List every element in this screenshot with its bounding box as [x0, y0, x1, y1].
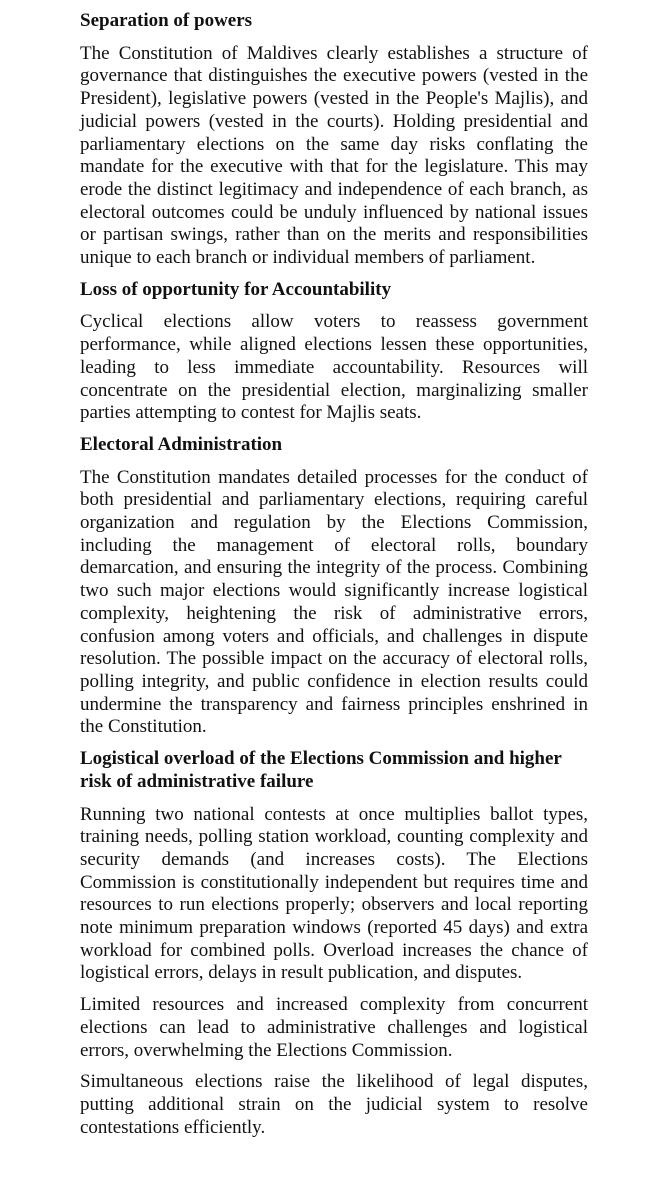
section-heading-logistical-overload: Logistical overload of the Elections Commission and higher risk of administrative failure	[80, 748, 562, 792]
paragraph-logistical-overload-1: Running two national contests at once multiplies ballot types, training needs, polling station workload, counting complexity and security demands (and increases costs). The Elections Commission is constitutionally independent but requires time and resources to run elections properly; observers and local reporting note minimum preparation windows (reported 45 days) and extra workload for combined polls. Overload increases the chance of logistical errors, delays in result publication, and disputes.	[80, 803, 588, 984]
paragraph-logistical-overload-2: Limited resources and increased complexity from concurrent elections can lead to administrative challenges and logistical errors, overwhelming the Elections Commission.	[80, 994, 588, 1061]
section-heading-electoral-administration: Electoral Administration	[80, 433, 283, 455]
section-heading-separation-of-powers: Separation of powers	[80, 10, 253, 31]
paragraph-separation-of-powers: The Constitution of Maldives clearly establishes a structure of governance that distinguishes the executive powers (vested in the President), legislative powers (vested in the People's Majlis), and judicial powers (vested in the courts). Holding presidential and parliamentary elections on the same day risks conflating the mandate for the executive with that for the legislature. This may erode the distinct legitimacy and independence of each branch, as electoral outcomes could be unduly influenced by national issues or partisan swings, rather than on the merits and responsibilities unique to each branch or individual members of parliament.	[80, 42, 588, 269]
document-body	[80, 10, 588, 1139]
paragraph-electoral-administration: The Constitution mandates detailed processes for the conduct of both presidential and parliamentary elections, requiring careful organization and regulation by the Elections Commission, including the management of electoral rolls, boundary demarcation, and ensuring the integrity of the process. Combining two such major elections would significantly increase logistical complexity, heightening the risk of administrative errors, confusion among voters and officials, and challenges in dispute resolution. The possible impact on the accuracy of electoral rolls, polling integrity, and public confidence in election results could undermine the transparency and fairness principles enshrined in the Constitution.	[80, 466, 588, 738]
paragraph-logistical-overload-3: Simultaneous elections raise the likelihood of legal disputes, putting additional strain on the judicial system to resolve contestations efficiently.	[80, 1071, 588, 1138]
section-heading-accountability: Loss of opportunity for Accountability	[80, 278, 392, 300]
paragraph-accountability: Cyclical elections allow voters to reassess government performance, while aligned elections lessen these opportunities, leading to less immediate accountability. Resources will concentrate on the presidential election, marginalizing smaller parties attempting to contest for Majlis seats.	[80, 311, 588, 424]
